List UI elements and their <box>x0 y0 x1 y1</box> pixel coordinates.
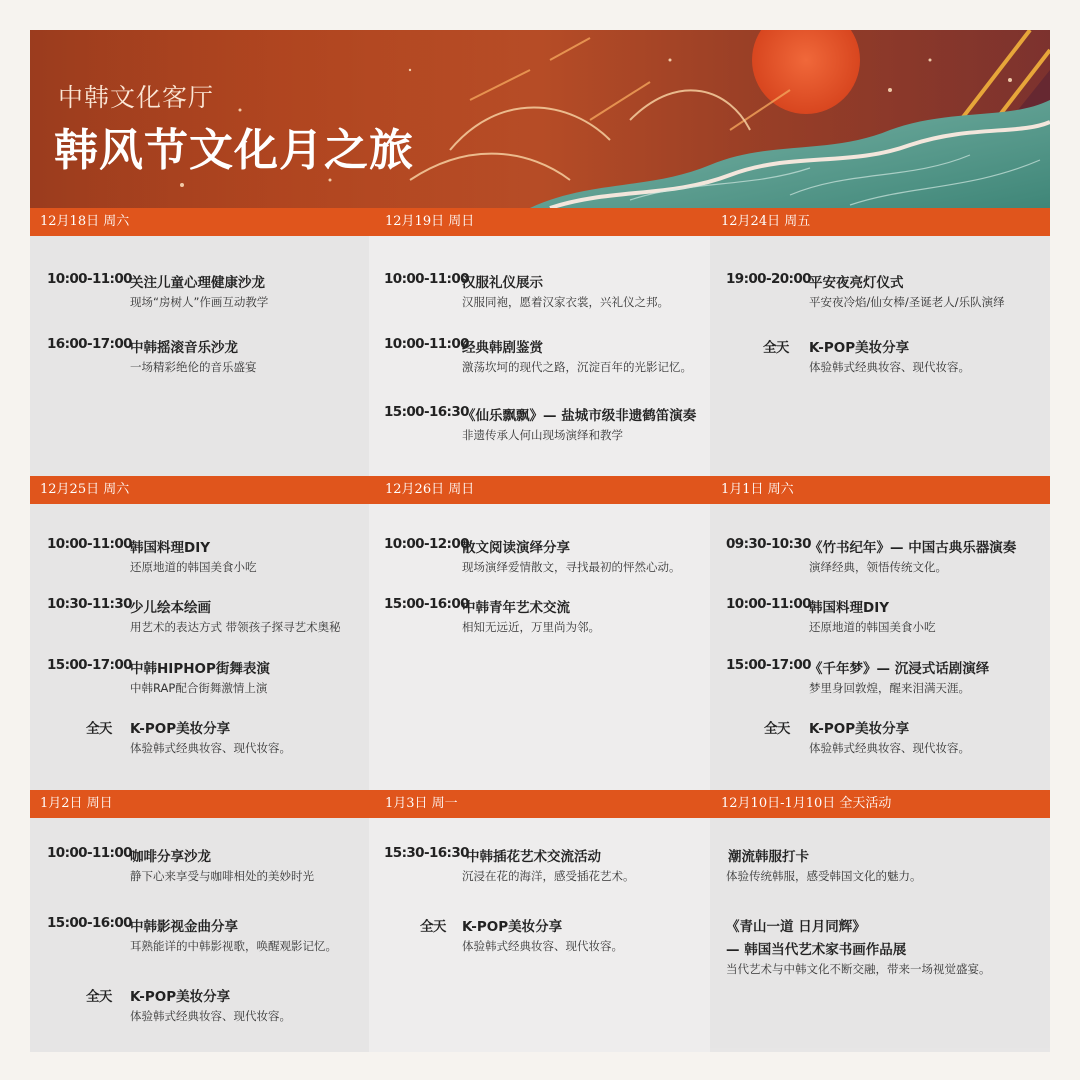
event-desc: 当代艺术与中韩文化不断交融，带来一场视觉盛宴。 <box>726 962 991 976</box>
event-time: 10:00-11:00 <box>384 271 469 287</box>
event-desc: 体验韩式经典妆容、现代妆容。 <box>809 741 970 755</box>
event-title-line2: — 韩国当代艺术家书画作品展 <box>726 942 907 958</box>
event-desc: 非遗传承人何山现场演绎和教学 <box>462 428 623 442</box>
event-title: 咖啡分享沙龙 <box>130 849 211 865</box>
event-desc: 体验韩式经典妆容、现代妆容。 <box>130 741 291 755</box>
event-title: 《竹书纪年》— 中国古典乐器演奏 <box>809 540 1017 556</box>
cell-date-header: 1月2日 周日 <box>30 790 369 818</box>
schedule-cell-dec25 <box>30 476 369 790</box>
event-desc: 静下心来享受与咖啡相处的美妙时光 <box>130 869 314 883</box>
event-time: 全天 <box>86 721 112 737</box>
event-title: 关注儿童心理健康沙龙 <box>130 275 265 291</box>
event-desc: 演绎经典，领悟传统文化。 <box>809 560 947 574</box>
event-time: 15:00-17:00 <box>47 657 132 673</box>
event-desc: 还原地道的韩国美食小吃 <box>809 620 936 634</box>
banner-title: 韩风节文化月之旅 <box>54 125 414 176</box>
event-time: 09:30-10:30 <box>726 536 811 552</box>
cell-date-header: 12月19日 周日 <box>369 208 710 236</box>
event-desc: 沉浸在花的海洋，感受插花艺术。 <box>462 869 635 883</box>
event-desc: 现场“房树人”作画互动教学 <box>130 295 269 309</box>
event-title: K-POP美妆分享 <box>809 340 910 356</box>
event-title: K-POP美妆分享 <box>130 989 231 1005</box>
event-time: 全天 <box>764 721 790 737</box>
event-time: 15:30-16:30 <box>384 845 469 861</box>
event-desc: 体验韩式经典妆容、现代妆容。 <box>130 1009 291 1023</box>
event-title: 《青山一道 日月同辉》 <box>726 919 866 935</box>
event-desc: 激荡坎坷的现代之路，沉淀百年的光影记忆。 <box>462 360 692 374</box>
event-title: K-POP美妆分享 <box>462 919 563 935</box>
event-title: 韩国料理DIY <box>130 540 211 556</box>
event-desc: 一场精彩绝伦的音乐盛宴 <box>130 360 257 374</box>
event-title: 韩国料理DIY <box>809 600 890 616</box>
event-time: 15:00-17:00 <box>726 657 811 673</box>
event-title: 中韩影视金曲分享 <box>130 919 238 935</box>
event-title: 散文阅读演绎分享 <box>462 540 570 556</box>
event-time: 全天 <box>763 340 789 356</box>
event-title: 经典韩剧鉴赏 <box>462 340 543 356</box>
banner-subtitle: 中韩文化客厅 <box>58 83 215 112</box>
schedule-cell-jan3 <box>369 790 710 1052</box>
schedule-cell-dec18 <box>30 208 369 476</box>
schedule-cell-dec26 <box>369 476 710 790</box>
event-time: 10:00-11:00 <box>47 536 132 552</box>
event-title: K-POP美妆分享 <box>130 721 231 737</box>
event-title: 《千年梦》— 沉浸式话剧演绎 <box>809 661 990 677</box>
event-desc: 相知无远近，万里尚为邻。 <box>462 620 600 634</box>
cell-date-header: 12月18日 周六 <box>30 208 369 236</box>
event-desc: 还原地道的韩国美食小吃 <box>130 560 257 574</box>
event-title: 汉服礼仪展示 <box>462 275 543 291</box>
poster <box>30 30 1050 1052</box>
event-time: 10:30-11:30 <box>47 596 132 612</box>
event-desc: 平安夜冷焰/仙女棒/圣诞老人/乐队演绎 <box>809 295 1005 309</box>
event-time: 全天 <box>86 989 112 1005</box>
cell-date-header: 1月3日 周一 <box>369 790 710 818</box>
event-time: 19:00-20:00 <box>726 271 811 287</box>
event-desc: 中韩RAP配合街舞激情上演 <box>130 681 268 695</box>
event-title: 《仙乐飘飘》— 盐城市级非遗鹤笛演奏 <box>462 408 697 424</box>
event-title: 平安夜亮灯仪式 <box>809 275 904 291</box>
cell-date-header: 12月24日 周五 <box>710 208 1050 236</box>
event-time: 15:00-16:00 <box>384 596 469 612</box>
event-time: 10:00-11:00 <box>47 845 132 861</box>
cell-date-header: 12月25日 周六 <box>30 476 369 504</box>
cell-date-header: 12月10日-1月10日 全天活动 <box>710 790 1050 818</box>
event-time: 10:00-11:00 <box>47 271 132 287</box>
banner <box>30 30 1050 208</box>
event-time: 10:00-11:00 <box>384 336 469 352</box>
event-title: 中韩青年艺术交流 <box>462 600 570 616</box>
event-desc: 耳熟能详的中韩影视歌，唤醒观影记忆。 <box>130 939 337 953</box>
schedule-cell-all-month <box>710 790 1050 1048</box>
event-time: 全天 <box>420 919 446 935</box>
event-desc: 体验传统韩服，感受韩国文化的魅力。 <box>726 869 922 883</box>
event-title: 中韩摇滚音乐沙龙 <box>130 340 238 356</box>
event-time: 16:00-17:00 <box>47 336 132 352</box>
schedule-cell-dec24 <box>710 208 1050 476</box>
event-title: 中韩HIPHOP街舞表演 <box>130 661 270 677</box>
event-desc: 现场演绎爱情散文，寻找最初的怦然心动。 <box>462 560 681 574</box>
schedule-cell-dec19 <box>369 208 710 476</box>
event-time: 10:00-11:00 <box>726 596 811 612</box>
event-desc: 体验韩式经典妆容、现代妆容。 <box>809 360 970 374</box>
event-title: 少儿绘本绘画 <box>130 600 211 616</box>
event-title: 中韩插花艺术交流活动 <box>466 849 601 865</box>
event-time: 10:00-12:00 <box>384 536 469 552</box>
schedule-cell-jan2 <box>30 790 369 1052</box>
schedule-cell-jan1 <box>710 476 1050 790</box>
event-title: K-POP美妆分享 <box>809 721 910 737</box>
cell-date-header: 1月1日 周六 <box>710 476 1050 504</box>
event-time: 15:00-16:30 <box>384 404 469 420</box>
event-title: 潮流韩服打卡 <box>728 849 809 865</box>
event-desc: 体验韩式经典妆容、现代妆容。 <box>462 939 623 953</box>
cell-date-header: 12月26日 周日 <box>369 476 710 504</box>
event-desc: 汉服同袍，愿着汉家衣裳，兴礼仪之邦。 <box>462 295 669 309</box>
event-desc: 梦里身回敦煌，醒来泪满天涯。 <box>809 681 970 695</box>
event-time: 15:00-16:00 <box>47 915 132 931</box>
event-desc: 用艺术的表达方式 带领孩子探寻艺术奥秘 <box>130 620 341 634</box>
